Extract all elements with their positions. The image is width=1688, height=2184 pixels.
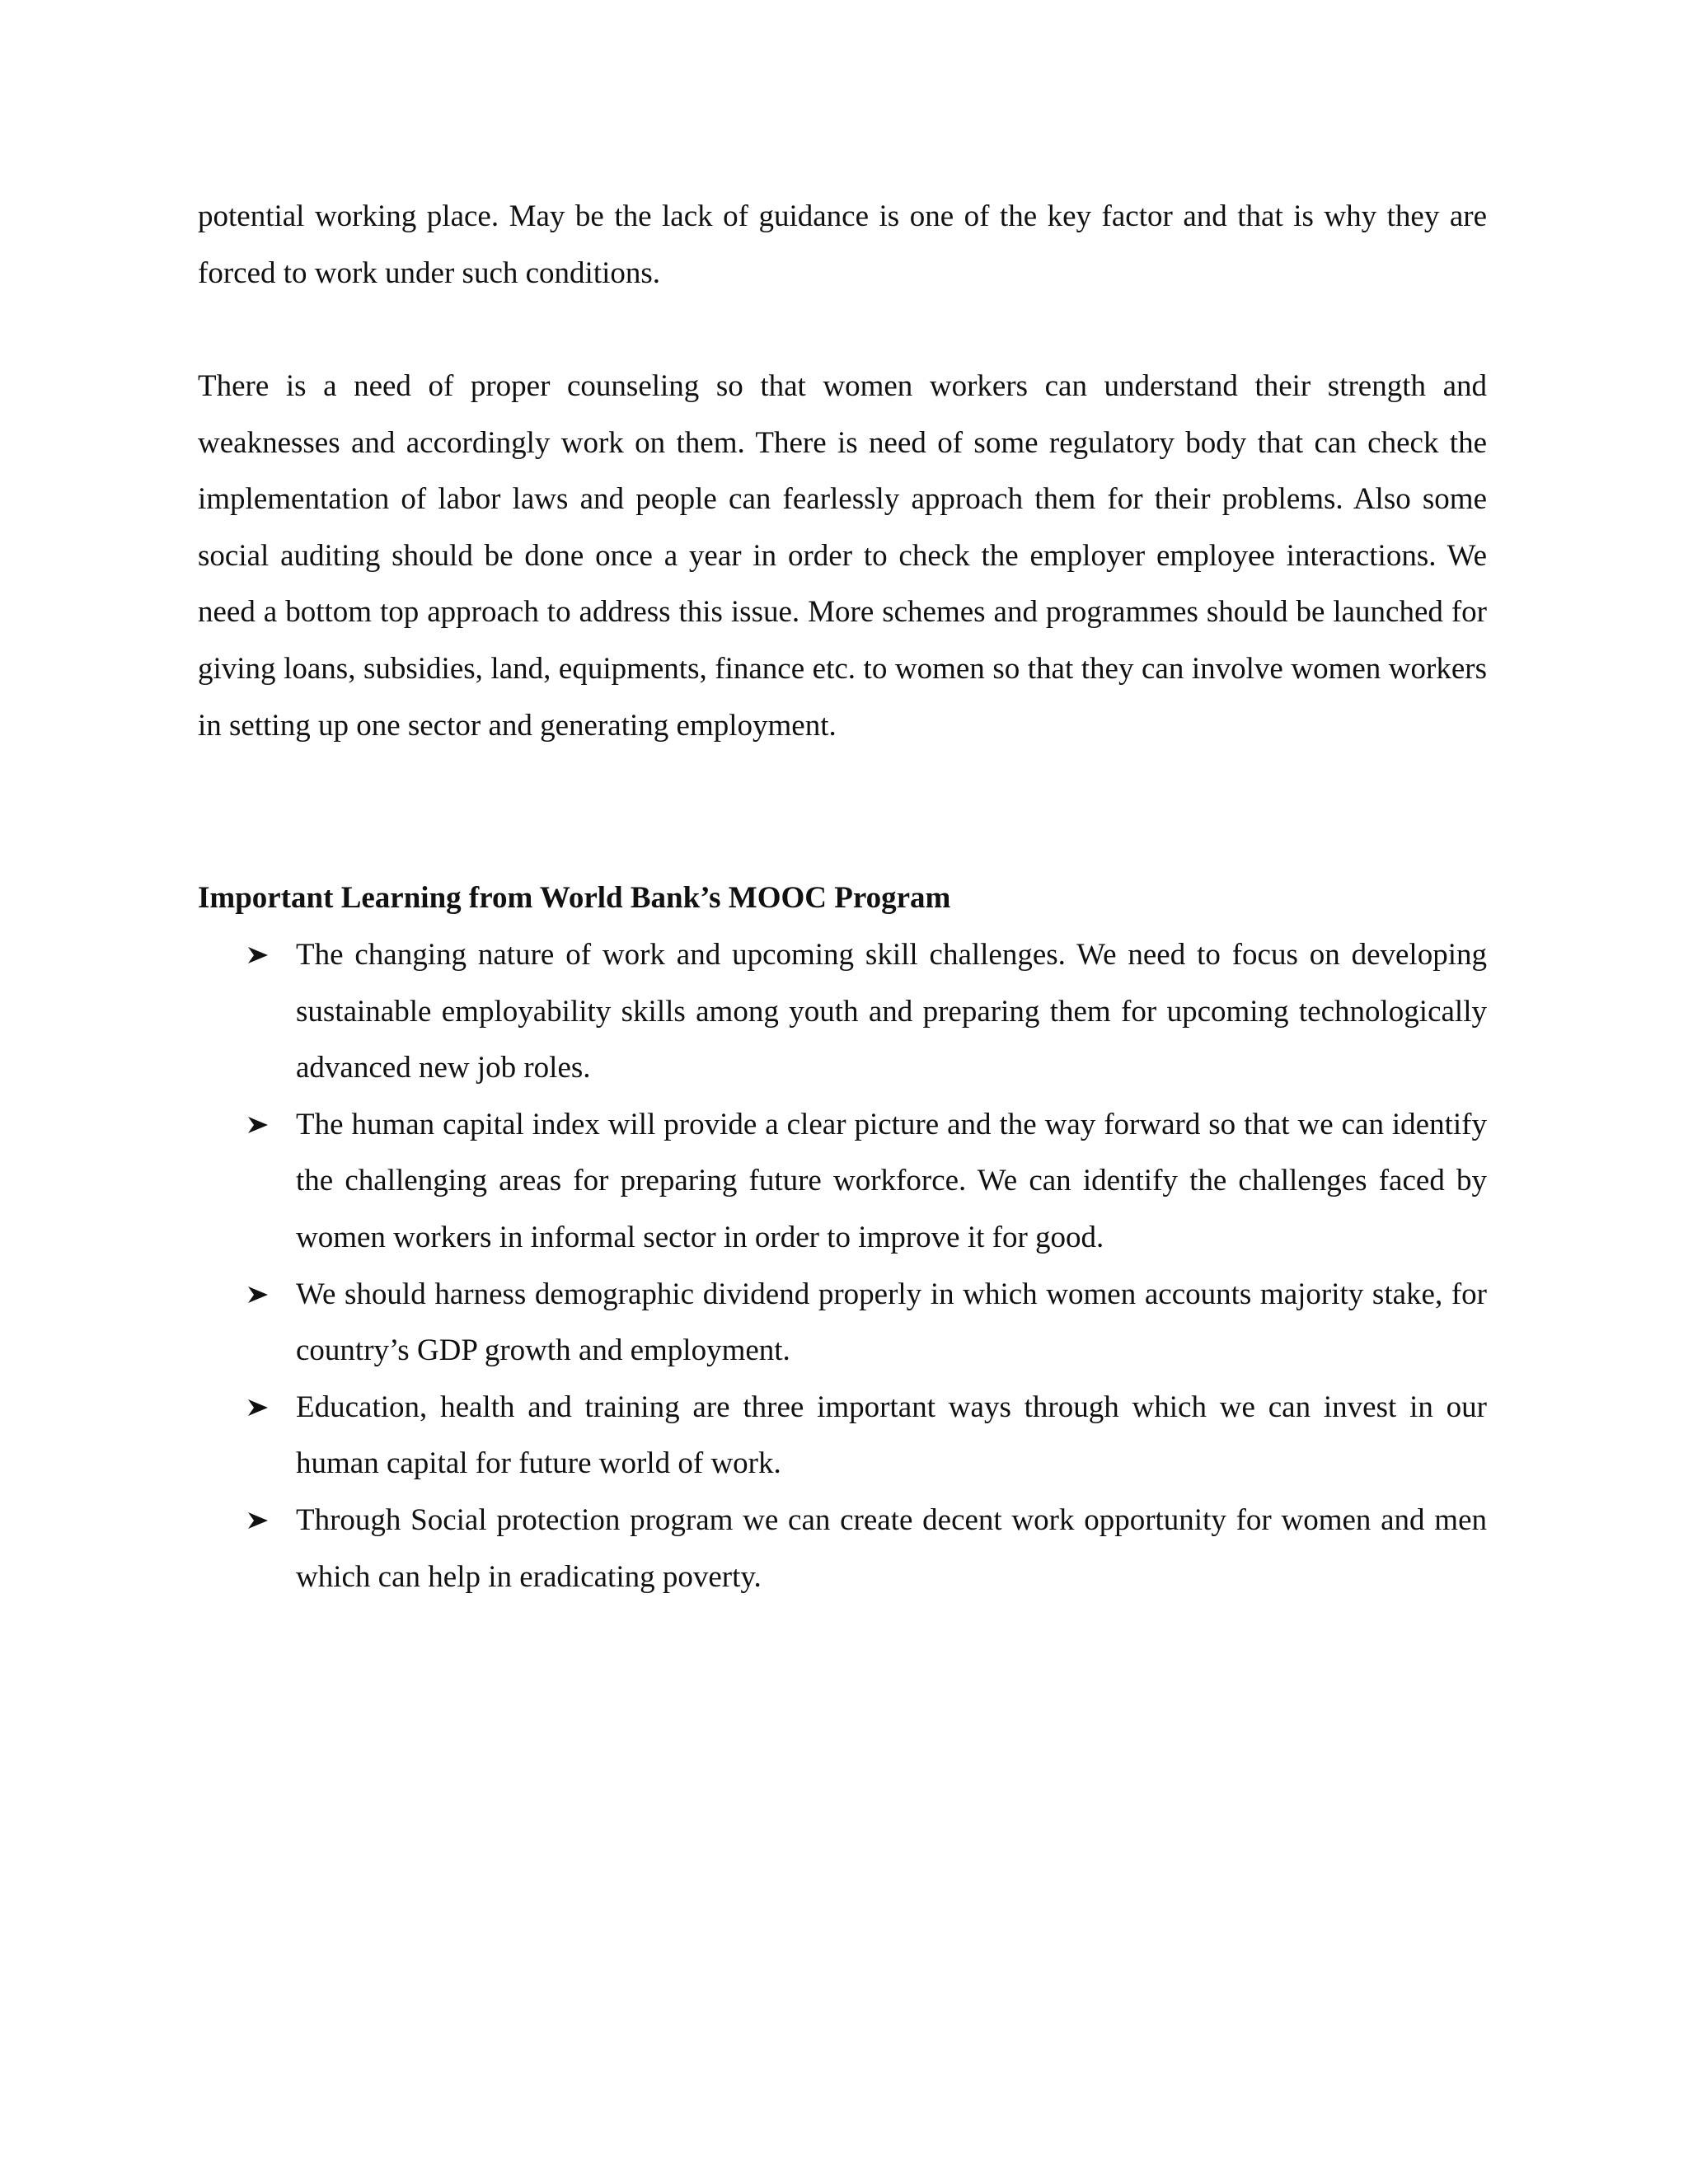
arrowhead-bullet-icon (247, 1267, 272, 1324)
paragraph-counseling: There is a need of proper counseling so that women workers can understand their strength and weaknesses and accordingly work on them. There is need of some regulatory body that can check the implementation of labor laws and people can fearlessly approach them for their problems. Also some social auditing should be done once a year in order to check the employer employee interactions. We need a bottom top approach to address this issue. More schemes and programmes should be launched for giving loans, subsidies, land, equipments, finance etc. to women so that they can involve women workers in setting up one sector and generating employment. (198, 369, 1487, 743)
list-item-text: The changing nature of work and upcoming skill challenges. We need to focus on developing sustainable employability skills among youth and preparing them for upcoming technologically advanced new job roles. (296, 938, 1487, 1085)
learning-bullet-list (198, 927, 1487, 1605)
list-item-text: We should harness demographic dividend properly in which women accounts majority stake, for country’s GDP growth and employment. (296, 1277, 1487, 1368)
list-item (198, 1267, 1487, 1380)
arrowhead-bullet-icon (247, 1493, 272, 1549)
arrowhead-bullet-icon (247, 1097, 272, 1154)
section-heading: Important Learning from World Bank’s MOOC Program (198, 881, 951, 915)
list-item-text: The human capital index will provide a clear picture and the way forward so that we can identify the challenging areas for preparing future workforce. We can identify the challenges faced by women workers in informal sector in order to improve it for good. (296, 1107, 1487, 1254)
list-item-text: Through Social protection program we can create decent work opportunity for women and men which can help in eradicating poverty. (296, 1502, 1487, 1594)
list-item (198, 1380, 1487, 1493)
list-item (198, 1493, 1487, 1605)
list-item (198, 1097, 1487, 1267)
paragraph-continued: potential working place. May be the lack of guidance is one of the key factor and that is why they are forced to work under such conditions. (198, 199, 1487, 290)
arrowhead-bullet-icon (247, 927, 272, 984)
list-item-text: Education, health and training are three important ways through which we can invest in our human capital for future world of work. (296, 1390, 1487, 1481)
list-item (198, 927, 1487, 1097)
arrowhead-bullet-icon (247, 1380, 272, 1436)
